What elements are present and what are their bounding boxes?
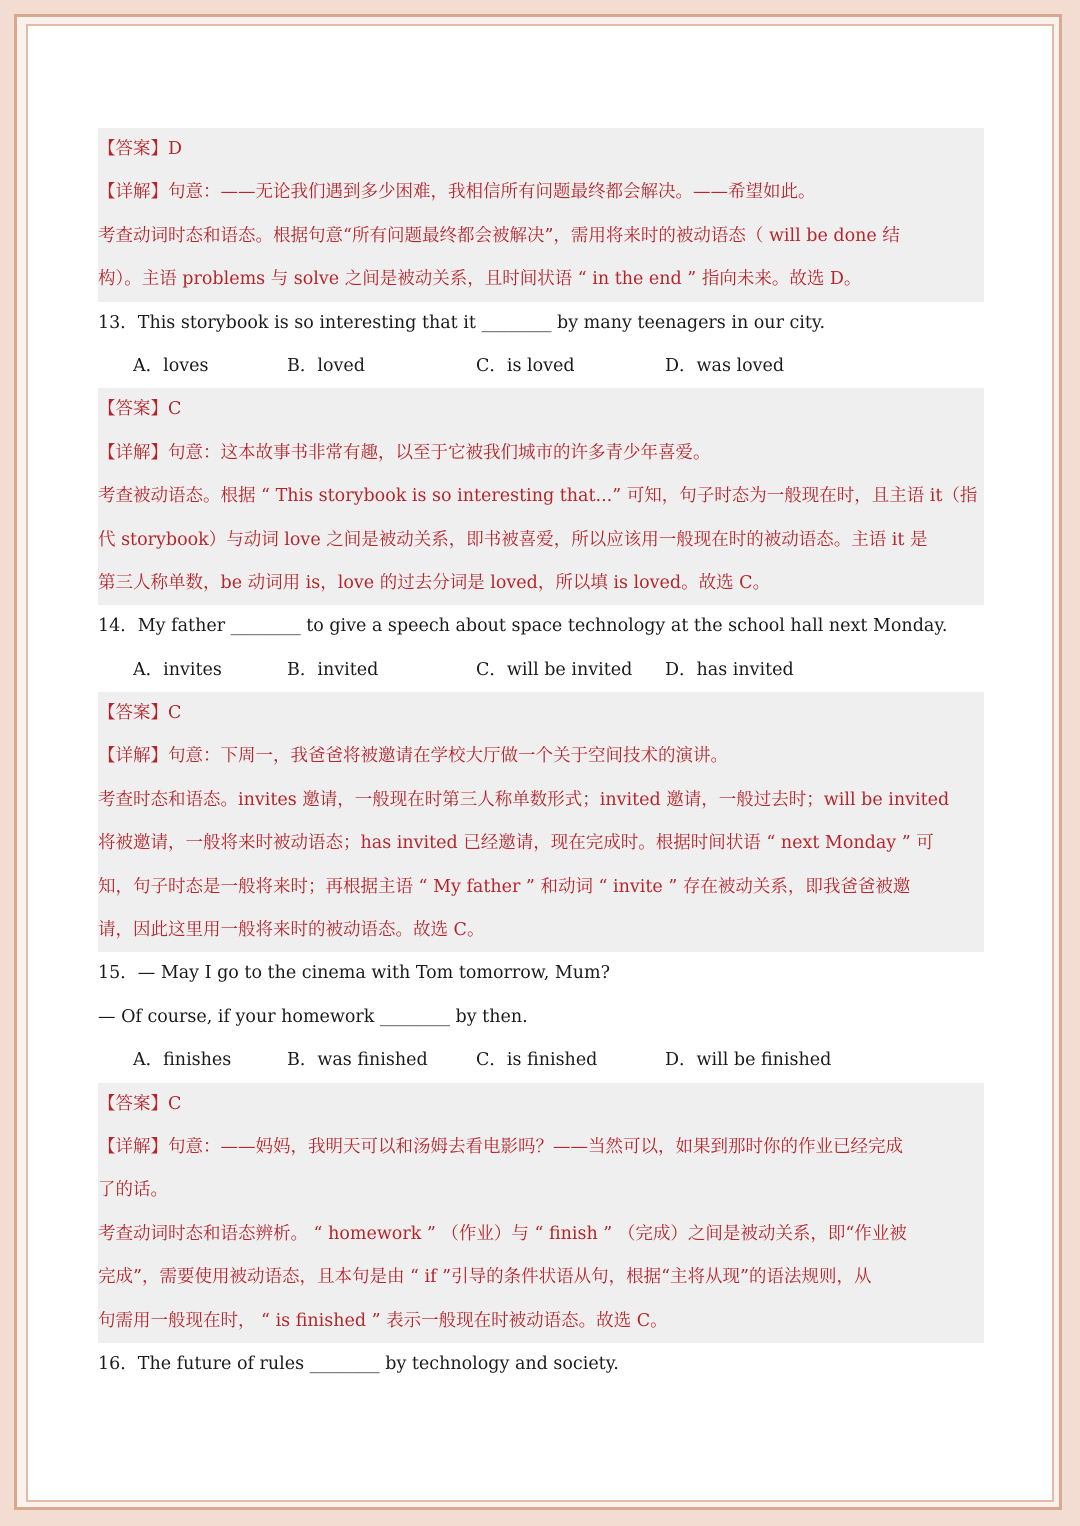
option-d: D．was loved (665, 355, 785, 376)
explain-q12-line3: 构）。主语 problems 与 solve 之间是被动关系，且时间状语 “ in the end ” 指向未来。故选 D。 (98, 269, 862, 290)
option-d: D．has invited (665, 659, 794, 680)
question-15-stem-line1: 15．— May I go to the cinema with Tom tomorrow, Mum? (98, 963, 610, 984)
explain-q13-line3: 代 storybook）与动词 love 之间是被动关系，即书被喜爱，所以应该用一般现在时的被动语态。主语 it 是 (98, 529, 928, 550)
option-a: A．loves (133, 355, 209, 376)
explain-q13-line2: 考查被动语态。根据 “ This storybook is so interesting that...” 可知，句子时态为一般现在时，且主语 it（指 (98, 486, 978, 507)
explain-q14-line4: 知，句子时态是一般将来时；再根据主语 “ My father ” 和动词 “ invite ” 存在被动关系，即我爸爸被邀 (98, 876, 911, 897)
explain-q14-line2: 考查时态和语态。invites 邀请，一般现在时第三人称单数形式；invited 邀请，一般过去时；will be invited (98, 789, 950, 810)
option-a: A．finishes (133, 1050, 232, 1071)
answer-block-q12 (98, 128, 984, 302)
explain-q15-line5: 句需用一般现在时， “ is finished ” 表示一般现在时被动语态。故选 C。 (98, 1310, 668, 1331)
answer-block-q15 (98, 1083, 984, 1343)
option-c: C．will be invited (476, 659, 633, 680)
explain-q13-line1: 【详解】句意：这本故事书非常有趣，以至于它被我们城市的许多青少年喜爱。 (98, 442, 711, 463)
question-13-options (98, 345, 984, 388)
option-c: C．is finished (476, 1050, 598, 1071)
answer-q14: 【答案】C (98, 703, 182, 724)
question-14-stem: 14．My father ________ to give a speech about space technology at the school hall next Monday. (98, 616, 948, 637)
option-d: D．will be finished (665, 1050, 832, 1071)
answer-q12: 【答案】D (98, 139, 183, 159)
question-14-options (98, 649, 984, 692)
document-content (98, 128, 984, 1386)
option-b: B．was finished (287, 1050, 428, 1071)
option-c: C．is loved (476, 355, 575, 376)
question-15-stem-line2: — Of course, if your homework ________ by then. (98, 1006, 528, 1027)
explain-q13-line4: 第三人称单数，be 动词用 is，love 的过去分词是 loved，所以填 is loved。故选 C。 (98, 572, 771, 593)
explain-q12-line1: 【详解】句意：——无论我们遇到多少困难，我相信所有问题最终都会解决。——希望如此。 (98, 182, 816, 203)
question-13-stem: 13．This storybook is so interesting that it ________ by many teenagers in our city. (98, 312, 826, 333)
explain-q15-line4: 完成”，需要使用被动语态，且本句是由 “ if ”引导的条件状语从句，根据“主将从现”的语法规则，从 (98, 1267, 872, 1288)
question-15-options (98, 1039, 984, 1082)
explain-q14-line3: 将被邀请，一般将来时被动语态；has invited 已经邀请，现在完成时。根据时间状语 “ next Monday ” 可 (98, 833, 934, 854)
option-b: B．loved (287, 355, 365, 376)
explain-q15-line2: 了的话。 (98, 1180, 168, 1201)
answer-block-q14 (98, 692, 984, 952)
answer-block-q13 (98, 388, 984, 605)
option-b: B．invited (287, 659, 379, 680)
explain-q14-line5: 请，因此这里用一般将来时的被动语态。故选 C。 (98, 920, 485, 941)
explain-q15-line3: 考查动词时态和语态辨析。 “ homework ” （作业）与 “ finish ” （完成）之间是被动关系，即“作业被 (98, 1223, 907, 1244)
option-a: A．invites (133, 659, 222, 680)
answer-q13: 【答案】C (98, 399, 182, 420)
explain-q15-line1: 【详解】句意：——妈妈，我明天可以和汤姆去看电影吗？——当然可以，如果到那时你的作业已经完成 (98, 1136, 903, 1157)
question-16-stem: 16．The future of rules ________ by technology and society. (98, 1353, 619, 1374)
explain-q14-line1: 【详解】句意：下周一，我爸爸将被邀请在学校大厅做一个关于空间技术的演讲。 (98, 746, 728, 767)
answer-q15: 【答案】C (98, 1093, 182, 1114)
explain-q12-line2: 考查动词时态和语态。根据句意“所有问题最终都会被解决”，需用将来时的被动语态（ will be done 结 (98, 225, 900, 246)
